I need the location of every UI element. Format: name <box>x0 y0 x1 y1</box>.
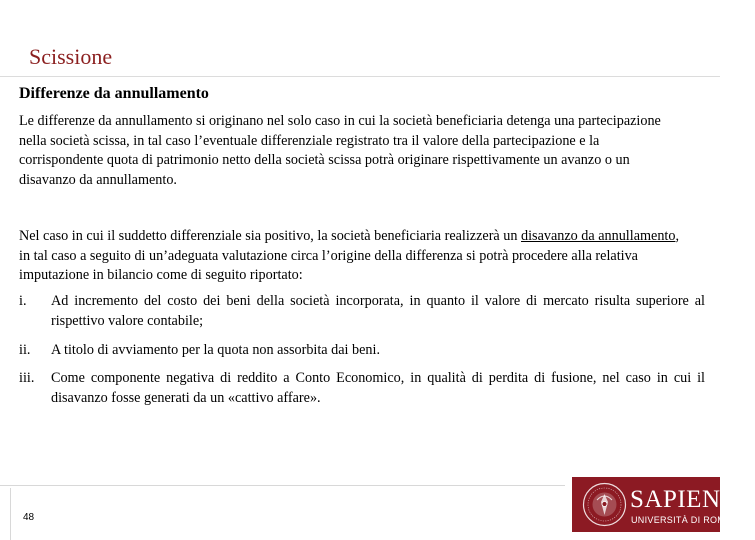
logo-subtitle: UNIVERSITÀ DI ROMA <box>631 515 732 525</box>
logo-name: SAPIENZA <box>630 486 755 513</box>
footer-divider <box>0 485 565 486</box>
list-item-text: A titolo di avviamento per la quota non assorbita dai beni. <box>51 342 380 358</box>
list-item-number: iii. <box>19 370 35 386</box>
list-item <box>19 292 705 331</box>
list-item-number: i. <box>19 293 27 309</box>
sapienza-logo <box>572 477 755 532</box>
paragraph-text-after: , in tal caso a seguito di un’adeguata valutazione circa l’origine della differenza si potrà procedere alla relativa imputazione in bilancio come di seguito riportato: <box>19 228 679 283</box>
page-number: 48 <box>23 512 35 523</box>
paragraph-intro: Le differenze da annullamento si originano nel solo caso in cui la società beneficiaria detenga una partecipazione nella società scissa, in tal caso l’eventuale differenziale registrato tra il valore della partecipazione e la corrispondente quota di patrimonio netto della società scissa potrà originare rispettivamente un avanzo o un disavanzo da annullamento. <box>19 113 661 188</box>
list-item <box>19 341 705 361</box>
title-area <box>0 0 720 77</box>
paragraph-text-before: Nel caso in cui il suddetto differenziale sia positivo, la società beneficiaria realizzerà un <box>19 228 522 244</box>
list-item <box>19 369 705 408</box>
list-item-text: Ad incremento del costo dei beni della società incorporata, in quanto il valore di mercato risulta superiore al rispettivo valore contabile; <box>51 293 705 329</box>
university-seal-icon <box>582 482 627 527</box>
section-heading: Differenze da annullamento <box>19 85 209 102</box>
list-item-text: Come componente negativa di reddito a Conto Economico, in qualità di perdita di fusione, nel caso in cui il disavanzo fosse generati da un «cattivo affare». <box>51 370 705 406</box>
paragraph-disavanzo <box>19 227 679 286</box>
footer-box <box>10 488 570 540</box>
list-item-number: ii. <box>19 342 31 358</box>
page-title: Scissione <box>29 44 113 69</box>
underlined-term: disavanzo da annullamento <box>521 228 676 244</box>
